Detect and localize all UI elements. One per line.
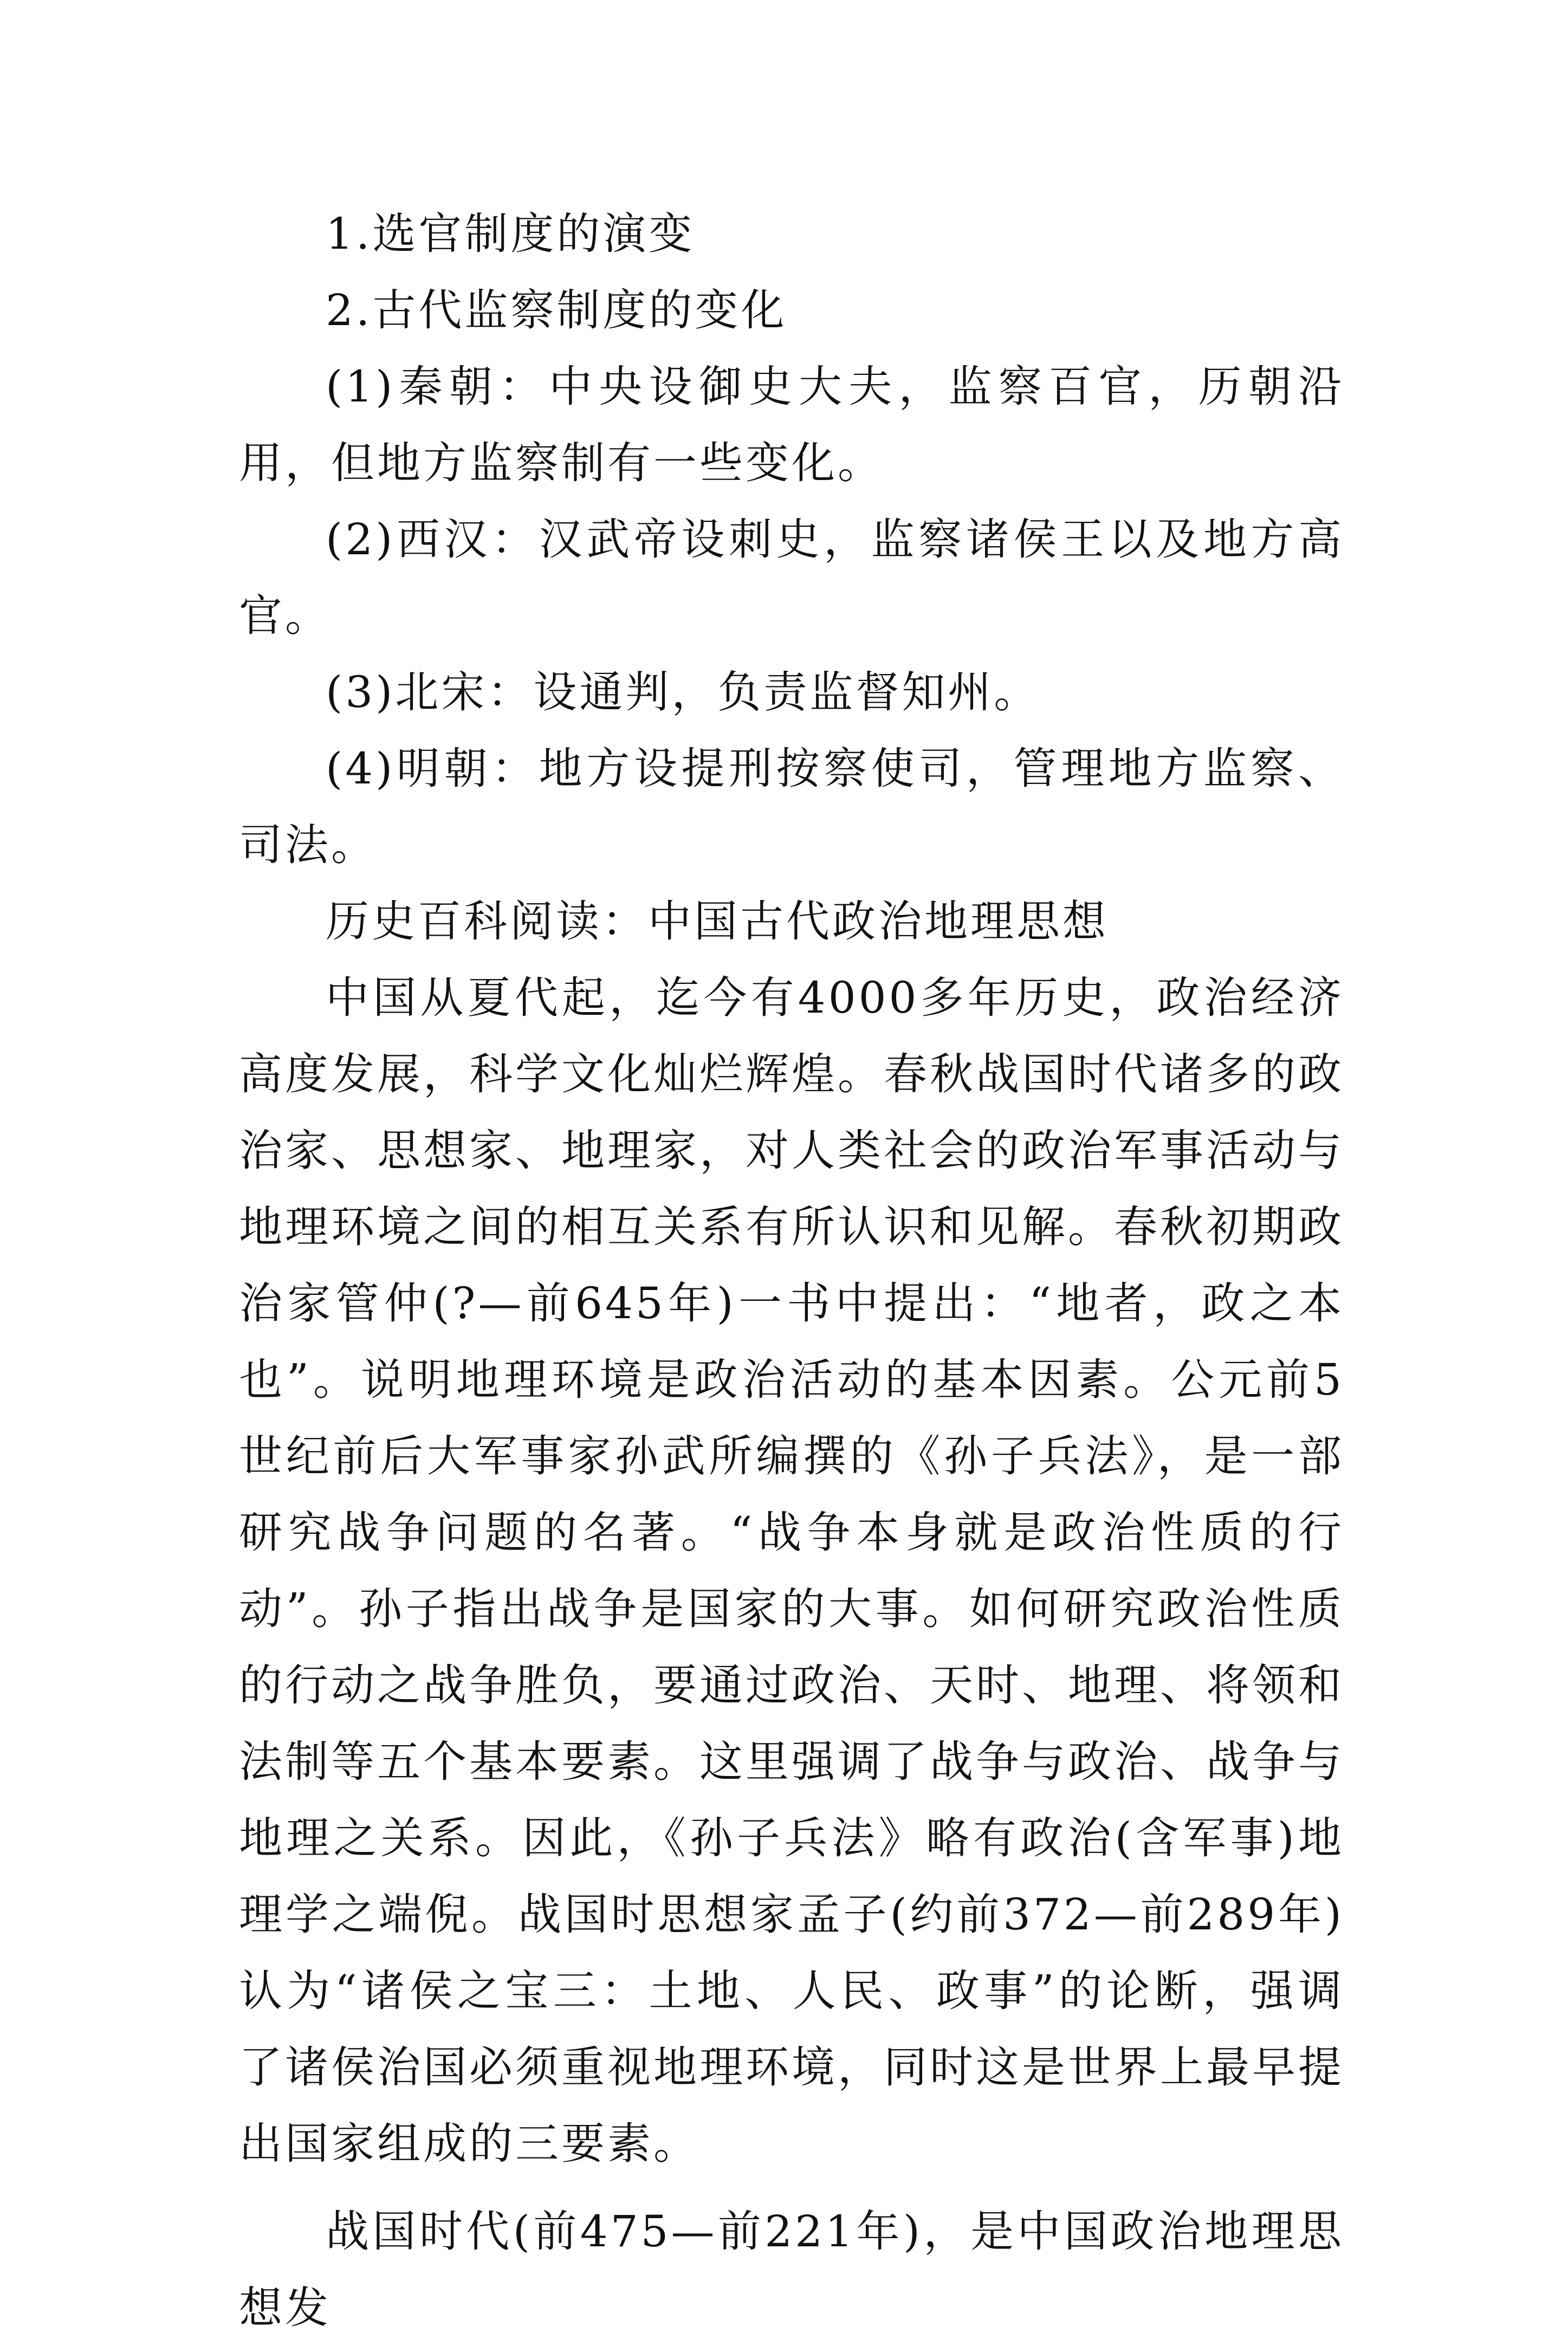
paragraph-northern-song: (3)北宋：设通判，负责监督知州。 bbox=[326, 667, 1040, 717]
paragraph-ming: (4)明朝：地方设提刑按察使司，管理地方监察、司法。 bbox=[239, 743, 1344, 870]
paragraph-reading-title: 历史百科阅读：中国古代政治地理思想 bbox=[326, 896, 1109, 947]
paragraph-warring-states: 战国时代(前475—前221年)，是中国政治地理思想发 bbox=[239, 2206, 1344, 2333]
paragraph-heading-2: 2.古代监察制度的变化 bbox=[326, 285, 787, 335]
document-body bbox=[239, 196, 1344, 2346]
paragraph-western-han: (2)西汉：汉武帝设刺史，监察诸侯王以及地方高官。 bbox=[239, 514, 1344, 641]
paragraph-heading-1: 1.选官制度的演变 bbox=[326, 209, 695, 259]
paragraph-qin: (1)秦朝：中央设御史大夫，监察百官，历朝沿用，但地方监察制有一些变化。 bbox=[239, 361, 1344, 488]
paragraph-political-geography: 中国从夏代起，迄今有4000多年历史，政治经济高度发展，科学文化灿烂辉煌。春秋战国时代诸多的政治家、思想家、地理家，对人类社会的政治军事活动与地理环境之间的相互关系有所认识和见解。春秋初期政治家管仲(?—前645年)一书中提出：“地者，政之本也”。说明地理环境是政治活动的基本因素。公元前5世纪前后大军事家孙武所编撰的《孙子兵法》，是一部研究战争问题的名著。“战争本身就是政治性质的行动”。孙子指出战争是国家的大事。如何研究政治性质的行动之战争胜负，要通过政治、天时、地理、将领和法制等五个基本要素。这里强调了战争与政治、战争与地理之关系。因此，《孙子兵法》略有政治(含军事)地理学之端倪。战国时思想家孟子(约前372—前289年)认为“诸侯之宝三：土地、人民、政事”的论断，强调了诸侯治国必须重视地理环境，同时这是世界上最早提出国家组成的三要素。 bbox=[239, 973, 1344, 2169]
